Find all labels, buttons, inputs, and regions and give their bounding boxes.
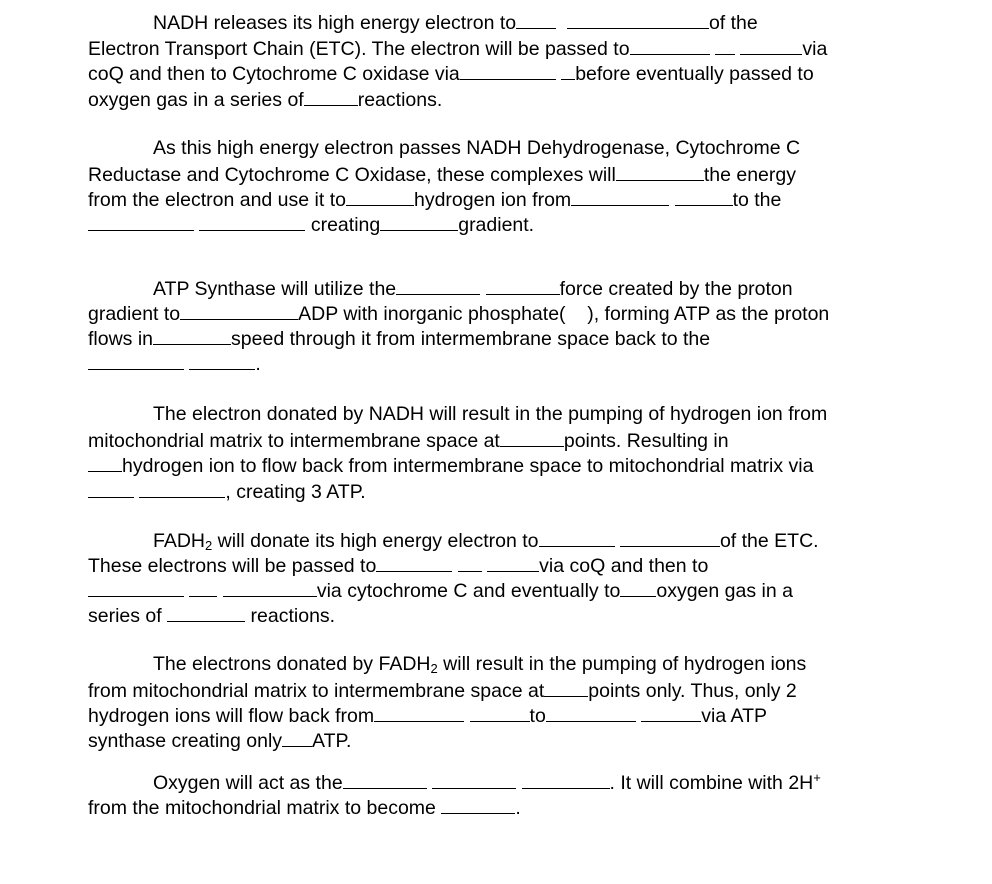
p2-line-4 [88, 213, 534, 237]
p4-line-1 [153, 404, 827, 426]
p1-text-3b: before eventually passed to [575, 63, 814, 85]
p1-text-2a: Electron Transport Chain (ETC). The electron will be passed to [88, 38, 630, 60]
answer-blank[interactable] [470, 704, 530, 722]
answer-blank[interactable] [88, 352, 184, 370]
answer-blank[interactable] [153, 327, 231, 345]
p2-text-3a: from the electron and use it to [88, 189, 346, 211]
answer-blank[interactable] [223, 579, 317, 597]
p7-text-2a: from the mitochondrial matrix to become [88, 797, 442, 819]
p2-text-1: As this high energy electron passes NADH Dehydrogenase, Cytochrome C [153, 137, 801, 159]
p6-subscript: 2 [430, 661, 438, 676]
answer-blank[interactable] [88, 480, 134, 498]
p1-line-4 [88, 88, 442, 112]
answer-blank[interactable] [343, 771, 427, 789]
answer-blank[interactable] [88, 454, 122, 472]
answer-blank[interactable] [616, 163, 704, 181]
answer-blank[interactable] [500, 429, 564, 447]
answer-blank[interactable] [458, 554, 482, 572]
p6-text-2b: points only. Thus, only 2 [588, 680, 797, 702]
p3-line-4 [88, 352, 261, 376]
answer-blank[interactable] [139, 480, 225, 498]
answer-blank[interactable] [715, 37, 735, 55]
answer-blank[interactable] [487, 554, 539, 572]
p6-text-3a: hydrogen ions will flow back from [88, 705, 375, 727]
answer-blank[interactable] [380, 213, 458, 231]
p6-line-1 [153, 654, 806, 676]
p5-text-3a: via cytochrome C and eventually to [316, 580, 621, 602]
p5-text-4b: reactions. [245, 605, 336, 627]
answer-blank[interactable] [346, 188, 414, 206]
p4-text-4: , creating 3 ATP. [225, 481, 366, 503]
p5-text-2b: via coQ and then to [539, 555, 709, 577]
p6-line-4 [88, 729, 351, 753]
p2-line-2 [88, 163, 796, 187]
answer-blank[interactable] [544, 679, 588, 697]
p3-text-1b: force created by the proton [559, 278, 793, 300]
p4-line-2 [88, 429, 729, 453]
p1-line-1 [153, 11, 758, 35]
p6-text-3c: via ATP [701, 705, 767, 727]
answer-blank[interactable] [620, 529, 720, 547]
p2-line-3 [88, 188, 781, 212]
answer-blank[interactable] [167, 604, 245, 622]
answer-blank[interactable] [516, 11, 556, 29]
p2-text-3b: hydrogen ion from [413, 189, 572, 211]
p3-line-1 [153, 277, 793, 301]
answer-blank[interactable] [189, 352, 255, 370]
answer-blank[interactable] [561, 62, 575, 80]
p2-text-2a: Reductase and Cytochrome C Oxidase, these complexes will [88, 164, 616, 186]
answer-blank[interactable] [304, 88, 358, 106]
answer-blank[interactable] [740, 37, 802, 55]
p4-text-3: hydrogen ion to flow back from intermembrane space to mitochondrial matrix via [122, 455, 814, 477]
p6-line-3 [88, 704, 767, 728]
p6-text-4b: ATP. [312, 730, 352, 752]
p3-line-3 [88, 327, 710, 351]
p5-line-4 [88, 604, 335, 628]
p2-line-1 [153, 138, 800, 160]
p5-line-1 [153, 529, 819, 553]
p7-text-1b: . It will combine with 2H [609, 772, 814, 794]
p6-line-2 [88, 679, 797, 703]
p6-text-2a: from mitochondrial matrix to intermembrane space at [88, 680, 545, 702]
p4-line-3 [88, 454, 813, 478]
answer-blank[interactable] [630, 37, 710, 55]
answer-blank[interactable] [441, 796, 515, 814]
p5-text-2a: These electrons will be passed to [88, 555, 377, 577]
answer-blank[interactable] [180, 302, 298, 320]
p2-text-2b: the energy [703, 164, 796, 186]
p3-text-3a: flows in [88, 328, 154, 350]
p7-text-1a: Oxygen will act as the [153, 772, 343, 794]
p6-text-1b: will result in the pumping of hydrogen ions [437, 653, 807, 675]
answer-blank[interactable] [522, 771, 610, 789]
p4-text-2a: mitochondrial matrix to intermembrane space at [88, 430, 500, 452]
p1-text-4a: oxygen gas in a series of [88, 89, 304, 111]
answer-blank[interactable] [539, 529, 615, 547]
p1-line-2 [88, 37, 827, 61]
p5-text-1c: of the ETC. [719, 530, 819, 552]
p5-subscript: 2 [205, 538, 213, 553]
p2-text-4a: creating [310, 214, 381, 236]
answer-blank[interactable] [571, 188, 669, 206]
answer-blank[interactable] [199, 213, 305, 231]
answer-blank[interactable] [675, 188, 733, 206]
p3-text-1a: ATP Synthase will utilize the [153, 278, 397, 300]
p7-line-2 [88, 796, 521, 820]
p6-text-4a: synthase creating only [88, 730, 283, 752]
answer-blank[interactable] [282, 729, 312, 747]
answer-blank[interactable] [396, 277, 480, 295]
answer-blank[interactable] [567, 11, 709, 29]
answer-blank[interactable] [641, 704, 701, 722]
p3-line-2 [88, 302, 829, 326]
p5-text-1b: will donate its high energy electron to [212, 530, 539, 552]
p1-text-1a: NADH releases its high energy electron to [153, 12, 517, 34]
p7-text-2b: . [515, 797, 521, 819]
p2-text-4b: gradient. [458, 214, 535, 236]
answer-blank[interactable] [88, 213, 194, 231]
answer-blank[interactable] [620, 579, 656, 597]
answer-blank[interactable] [189, 579, 217, 597]
answer-blank[interactable] [374, 704, 464, 722]
p6-text-1a: The electrons donated by FADH [153, 653, 431, 675]
p1-text-2b: via [802, 38, 828, 60]
answer-blank[interactable] [88, 579, 184, 597]
p3-text-4: . [255, 353, 261, 375]
p4-line-4 [88, 480, 366, 504]
p5-line-3 [88, 579, 793, 603]
p3-text-3b: speed through it from intermembrane space back to the [231, 328, 711, 350]
p1-text-1b: of the [708, 12, 758, 34]
p1-text-3a: coQ and then to Cytochrome C oxidase via [88, 63, 460, 85]
answer-blank[interactable] [486, 277, 560, 295]
p4-text-2b: points. Resulting in [563, 430, 729, 452]
p2-text-3c: to the [732, 189, 782, 211]
p5-text-4a: series of [88, 605, 168, 627]
p7-line-1 [153, 771, 821, 795]
answer-blank[interactable] [546, 704, 636, 722]
answer-blank[interactable] [376, 554, 452, 572]
p5-text-3b: oxygen gas in a [656, 580, 793, 602]
p5-line-2 [88, 554, 708, 578]
p4-text-1: The electron donated by NADH will result in the pumping of hydrogen ion from [153, 403, 828, 425]
p1-text-4b: reactions. [357, 89, 443, 111]
p3-text-2a: gradient to [88, 303, 181, 325]
p5-text-1a: FADH [153, 530, 206, 552]
answer-blank[interactable] [460, 62, 556, 80]
p7-superscript: + [813, 770, 821, 785]
p1-line-3 [88, 62, 814, 86]
p6-text-3b: to [529, 705, 546, 727]
p3-text-2b: ADP with inorganic phosphate( ), forming ATP as the proton [298, 303, 830, 325]
answer-blank[interactable] [432, 771, 516, 789]
